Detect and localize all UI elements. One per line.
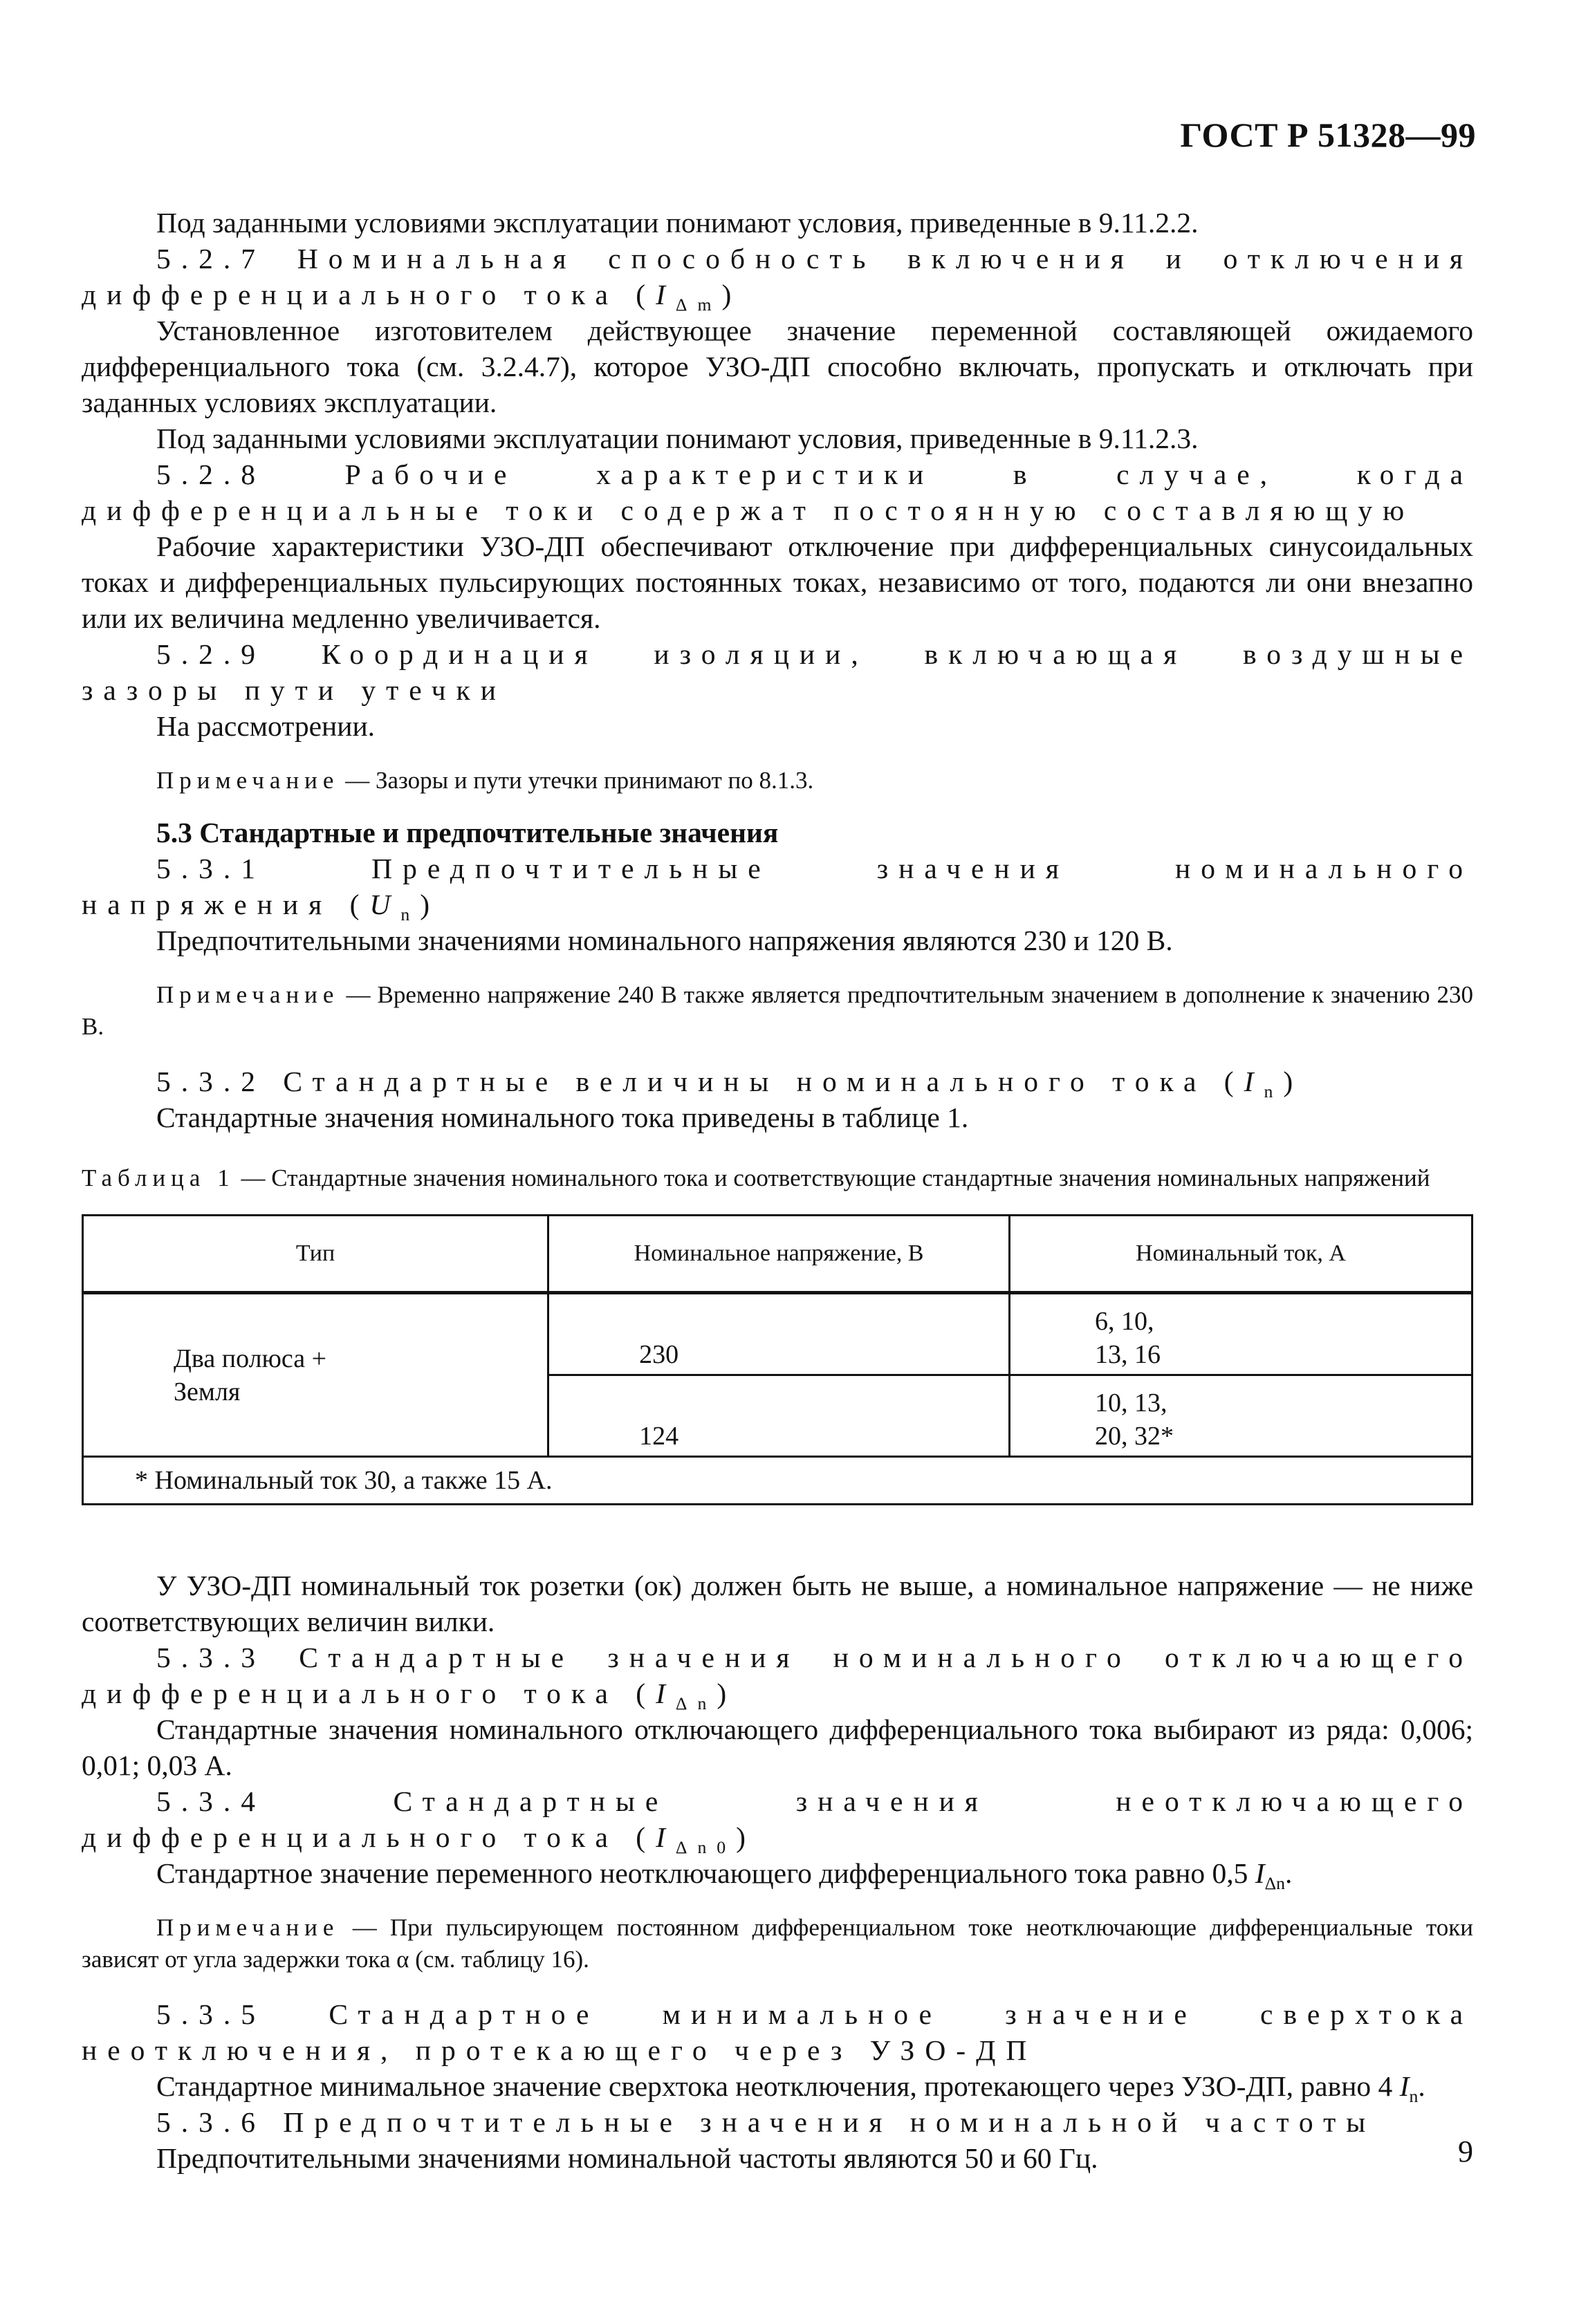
paragraph: На рассмотрении. xyxy=(156,710,376,742)
paragraph: Под заданными условиями эксплуатации понимают условия, приведенные в 9.11.2.2. xyxy=(156,207,1199,239)
note: Примечание — Зазоры и пути утечки принимают по 8.1.3. xyxy=(156,767,814,794)
paragraph: Стандартные значения номинального тока приведены в таблице 1. xyxy=(156,1101,969,1133)
section-heading-5-3-3: 5.3.3 Стандартные значения номинального отключающего дифференциального тока $(I_{\Delta n})$ xyxy=(82,1642,1473,1713)
section-heading-5-3: 5.3 Стандартные и предпочтительные значения xyxy=(156,817,779,848)
voltage-cell: 230 xyxy=(548,1293,1010,1375)
table-caption: Таблица 1 — Стандартные значения номинального тока и соответствующие стандартные значения номинальных напряжений xyxy=(82,1164,1430,1191)
section-heading-5-3-6: 5.3.6 Предпочтительные значения номинальной частоты xyxy=(156,2106,1376,2138)
table-1 xyxy=(82,1214,1473,1505)
note: Примечание — Временно напряжение 240 В также является предпочтительным значением в дополнение к значению 230 В. xyxy=(82,981,1474,1040)
table-footnote-row xyxy=(83,1457,1472,1505)
table-header-row xyxy=(83,1216,1472,1293)
paragraph: Рабочие характеристики УЗО-ДП обеспечивают отключение при дифференциальных синусоидальных токах и дифференциальных пульсирующих постоянных токах, независимо от того, подаются ли они внезапно или их величина медленно увеличивается. xyxy=(82,530,1473,634)
section-heading-5-3-5: 5.3.5 Стандартное минимальное значение сверхтока неотключения, протекающего через УЗО-ДП xyxy=(82,1998,1474,2066)
page-number: 9 xyxy=(1458,2135,1473,2168)
section-heading-5-2-7: 5.2.7 Номинальная способность включения и отключения дифференциального тока $(I_{\Delta m})$ xyxy=(82,243,1473,315)
note: Примечание — При пульсирующем постоянном дифференциальном токе неотключающие дифференциальные токи зависят от угла задержки тока α (см. таблицу 16). xyxy=(82,1914,1473,1973)
paragraph: Предпочтительными значениями номинальной частоты являются 50 и 60 Гц. xyxy=(156,2142,1098,2174)
paragraph: Предпочтительными значениями номинального напряжения являются 230 и 120 В. xyxy=(156,924,1173,956)
paragraph: Стандартные значения номинального отключающего дифференциального тока выбирают из ряда: 0,006; 0,01; 0,03 А. xyxy=(82,1713,1473,1781)
document-body xyxy=(82,205,1473,2176)
paragraph: Установленное изготовителем действующее значение переменной составляющей ожидаемого дифференциального тока (см. 3.2.4.7), которое УЗО-ДП способно включать, пропускать и отключать при заданных условиях эксплуатации. xyxy=(82,315,1473,418)
paragraph: Стандартное минимальное значение сверхтока неотключения, протекающего через УЗО-ДП, равно 4 $I_n$. xyxy=(156,2070,1425,2106)
section-heading-5-3-4: 5.3.4 Стандартные значения неотключающего дифференциального тока $(I_{\Delta n0})$ xyxy=(82,1785,1474,1857)
section-heading-5-3-2: 5.3.2 Стандартные величины номинального тока $(I_n)$ xyxy=(156,1066,1304,1101)
current-cell: 6, 10, 13, 16 xyxy=(1010,1293,1472,1375)
document-header: ГОСТ Р 51328—99 xyxy=(1180,115,1476,154)
current-cell: 10, 13, 20, 32* xyxy=(1010,1375,1472,1457)
header-cell-type: Тип xyxy=(83,1216,548,1293)
paragraph: Стандартное значение переменного неотключающего дифференциального тока равно 0,5 $I_{\Delta n}$. xyxy=(156,1857,1293,1893)
header-cell-current: Номинальный ток, А xyxy=(1010,1216,1472,1293)
type-cell: Два полюса + Земля xyxy=(83,1293,548,1457)
header-cell-voltage: Номинальное напряжение, В xyxy=(548,1216,1010,1293)
voltage-cell: 124 xyxy=(548,1375,1010,1457)
table-row xyxy=(83,1293,1472,1375)
paragraph: Под заданными условиями эксплуатации понимают условия, приведенные в 9.11.2.3. xyxy=(156,422,1199,454)
section-heading-5-3-1: 5.3.1 Предпочтительные значения номинального напряжения $(U_n)$ xyxy=(82,853,1473,924)
paragraph: У УЗО-ДП номинальный ток розетки (ок) должен быть не выше, а номинальное напряжение — не ниже соответствующих величин вилки. xyxy=(82,1570,1473,1637)
section-heading-5-2-8: 5.2.8 Рабочие характеристики в случае, когда дифференциальные токи содержат постоянную составляющую xyxy=(82,458,1474,526)
section-heading-5-2-9: 5.2.9 Координация изоляции, включающая воздушные зазоры пути утечки xyxy=(82,638,1473,706)
table-footnote: * Номинальный ток 30, а также 15 А. xyxy=(83,1457,1472,1505)
